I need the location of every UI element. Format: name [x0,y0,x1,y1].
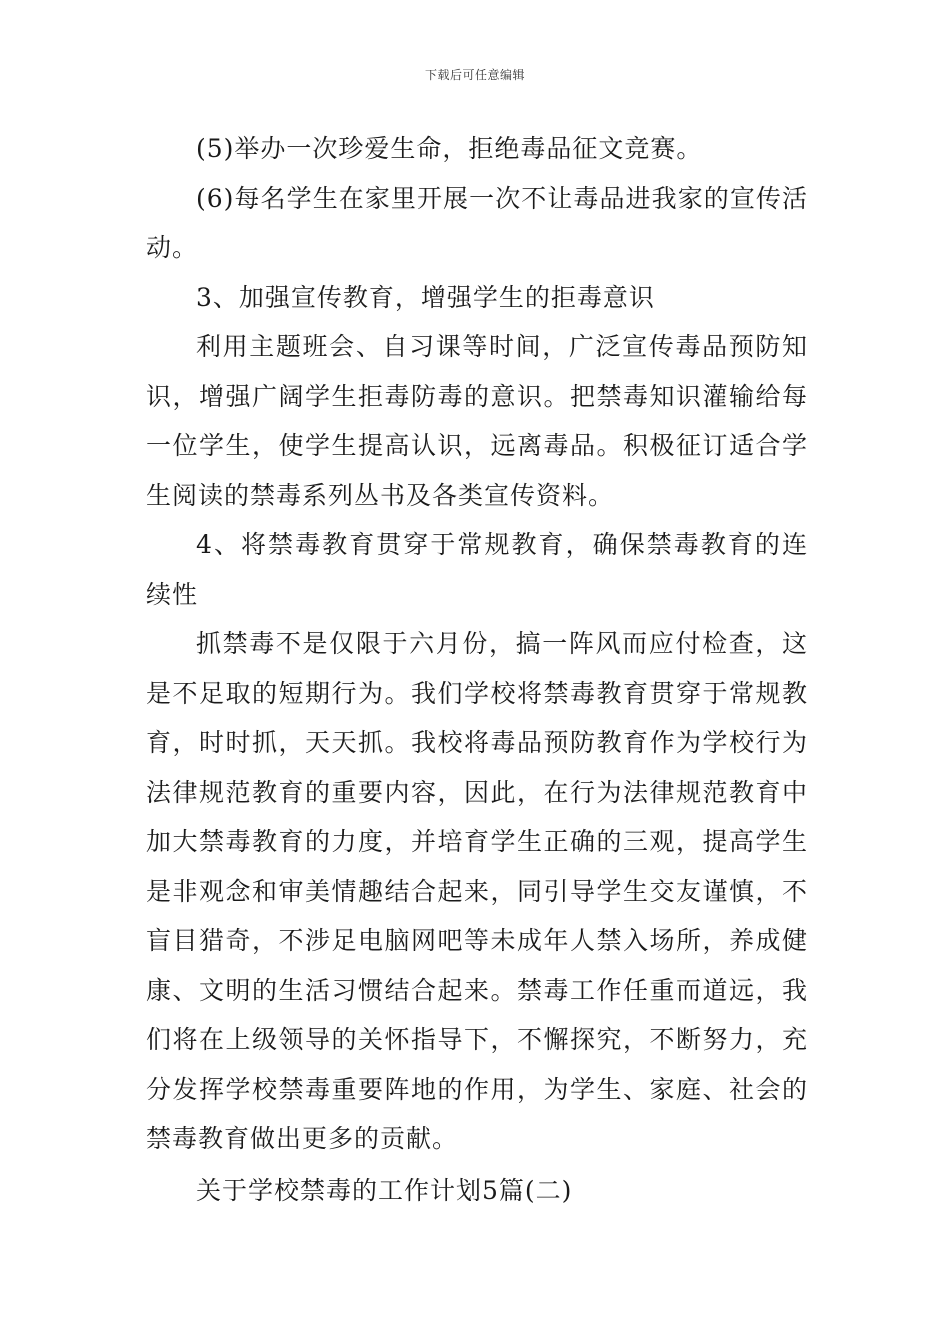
paragraph-item-5: (5)举办一次珍爱生命，拒绝毒品征文竞赛。 [196,134,703,163]
section-heading-3: 3、加强宣传教育，增强学生的拒毒意识 [196,282,655,312]
paragraph-item-6: (6)每名学生在家里开展一次不让毒品进我家的宣传活动。 [146,183,808,262]
document-body [146,124,808,1215]
page-header-note: 下载后可任意编辑 [424,68,525,82]
paragraph-routine-education: 抓禁毒不是仅限于六月份，搞一阵风而应付检查，这是不足取的短期行为。我们学校将禁毒教育贯穿于常规教育，时时抓，天天抓。我校将毒品预防教育作为学校行为法律规范教育的重要内容，因此，在行为法律规范教育中加大禁毒教育的力度，并培育学生正确的三观，提高学生是非观念和审美情趣结合起来，同引导学生交友谨慎，不盲目猎奇，不涉足电脑网吧等未成年人禁入场所，养成健康、文明的生活习惯结合起来。禁毒工作任重而道远，我们将在上级领导的关怀指导下，不懈探究，不断努力，充分发挥学校禁毒重要阵地的作用，为学生、家庭、社会的禁毒教育做出更多的贡献。 [146,629,808,1153]
document-subtitle: 关于学校禁毒的工作计划5篇(二) [196,1175,573,1205]
paragraph-publicity: 利用主题班会、自习课等时间，广泛宣传毒品预防知识，增强广阔学生拒毒防毒的意识。把禁毒知识灌输给每一位学生，使学生提高认识，远离毒品。积极征订适合学生阅读的禁毒系列丛书及各类宣传资料。 [146,332,808,510]
section-heading-4: 4、将禁毒教育贯穿于常规教育，确保禁毒教育的连续性 [146,530,808,609]
